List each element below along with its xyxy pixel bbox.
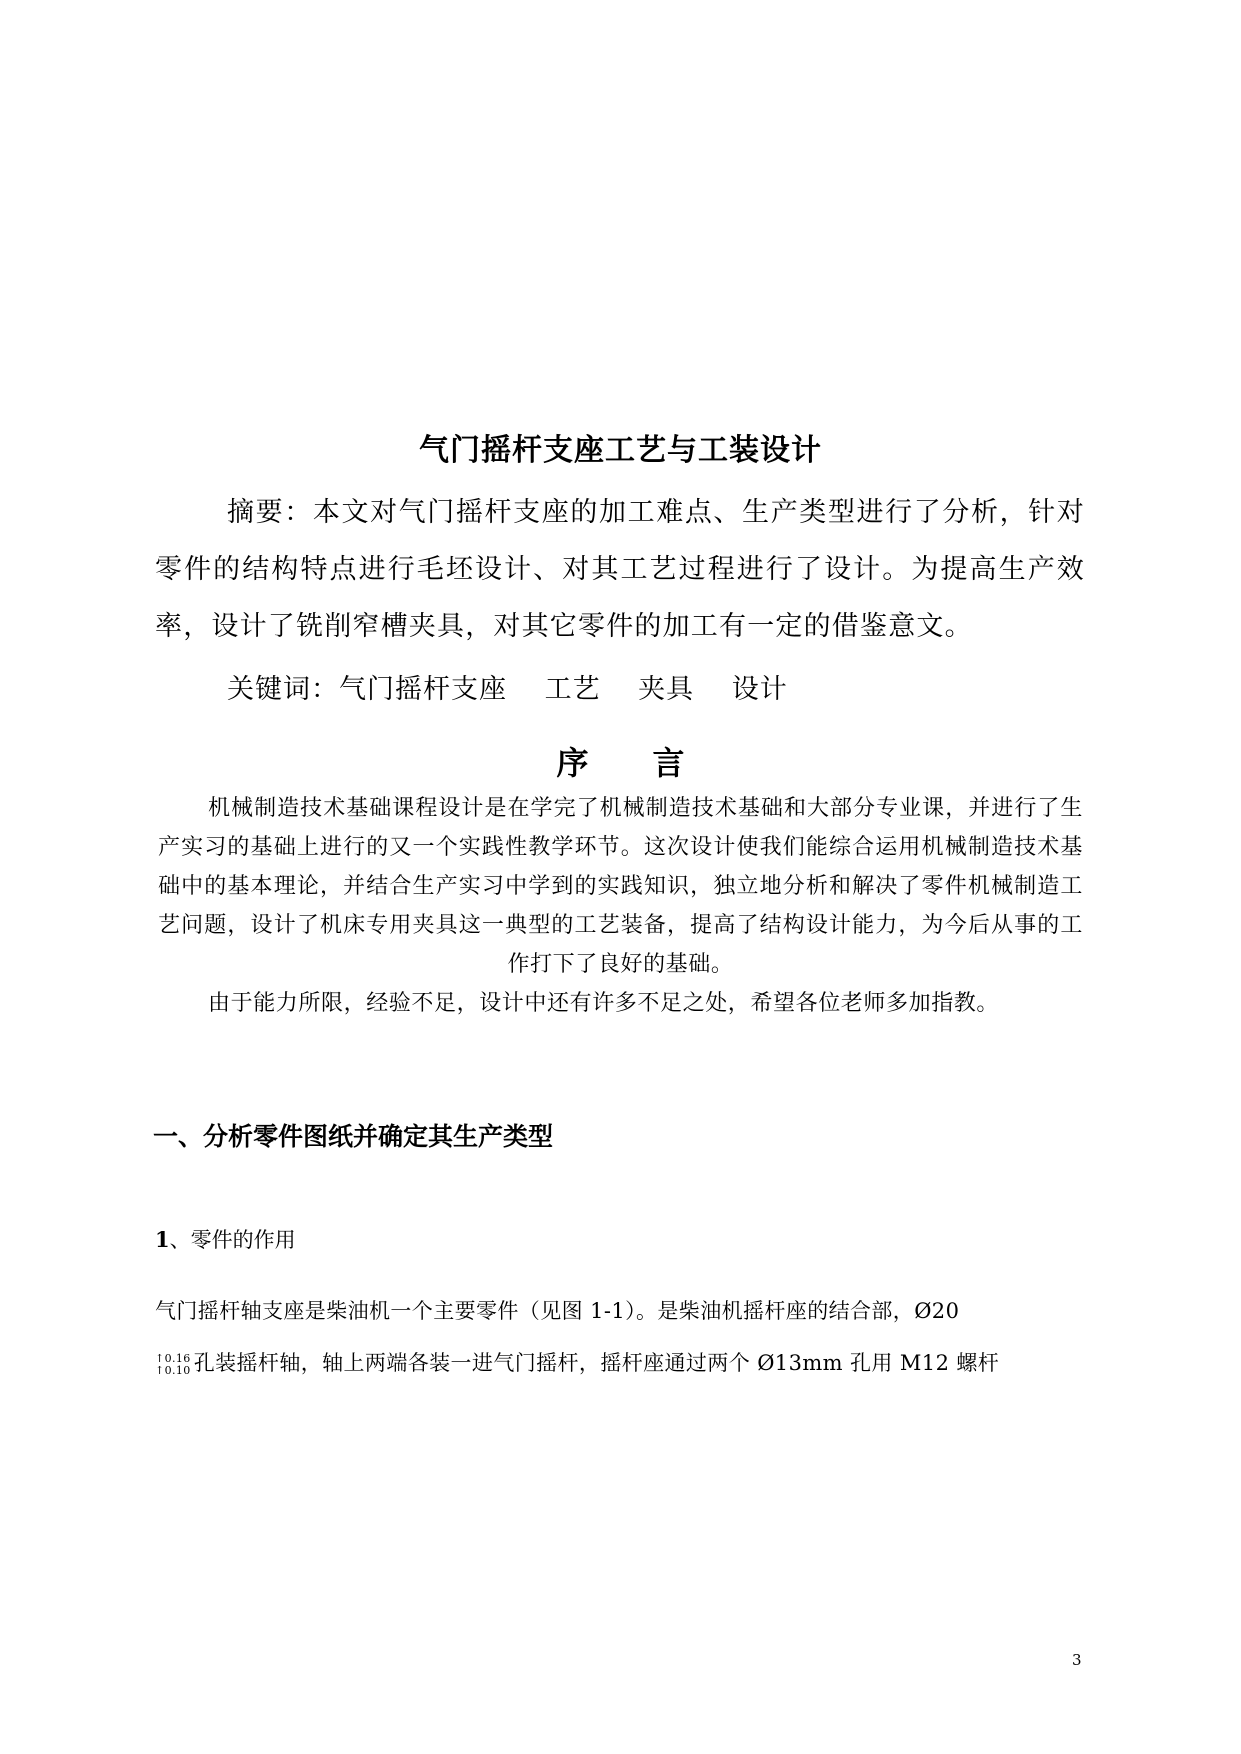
body-text-line-1: 气门摇杆轴支座是柴油机一个主要零件（见图 1-1）。是柴油机摇杆座的结合部，Ø20 <box>155 1299 960 1323</box>
body-text-line-2-content: 孔装摇杆轴，轴上两端各装一进气门摇杆，摇杆座通过两个 Ø13mm 孔用 M12 螺杆 <box>193 1351 1000 1375</box>
tolerance-upper: ↑0.16 <box>155 1351 191 1365</box>
keywords-line: 关键词：气门摇杆支座 工艺 夹具 设计 <box>227 674 788 705</box>
tolerance-annotation <box>155 1353 191 1377</box>
subsection-title: 、零件的作用 <box>169 1228 296 1252</box>
preface-body <box>158 789 1083 1023</box>
page-number: 3 <box>1072 1651 1082 1669</box>
preface-paragraph-2: 由于能力所限，经验不足，设计中还有许多不足之处，希望各位老师多加指教。 <box>208 991 1000 1016</box>
document-title: 气门摇杆支座工艺与工装设计 <box>419 433 822 468</box>
preface-paragraph-1: 机械制造技术基础课程设计是在学完了机械制造技术基础和大部分专业课，并进行了生产实习的基础上进行的又一个实践性教学环节。这次设计使我们能综合运用机械制造技术基础中的基本理论，并结合生产实习中学到的实践知识，独立地分析和解决了零件机械制造工艺问题，设计了机床专用夹具这一典型的工艺装备，提高了结构设计能力，为今后从事的工作打下了良好的基础。 <box>158 796 1083 977</box>
abstract-paragraph: 摘要：本文对气门摇杆支座的加工难点、生产类型进行了分析，针对零件的结构特点进行毛坯设计、对其工艺过程进行了设计。为提高生产效率，设计了铣削窄槽夹具，对其它零件的加工有一定的借鉴意文。 <box>155 497 1085 642</box>
subsection-number: 1 <box>155 1227 170 1252</box>
preface-title: 序 言 <box>556 744 685 782</box>
body-text-line-2 <box>155 1347 999 1377</box>
subsection-heading <box>155 1224 296 1254</box>
section-1-heading: 一、分析零件图纸并确定其生产类型 <box>153 1122 554 1151</box>
tolerance-lower: ↑0.10 <box>155 1363 191 1377</box>
